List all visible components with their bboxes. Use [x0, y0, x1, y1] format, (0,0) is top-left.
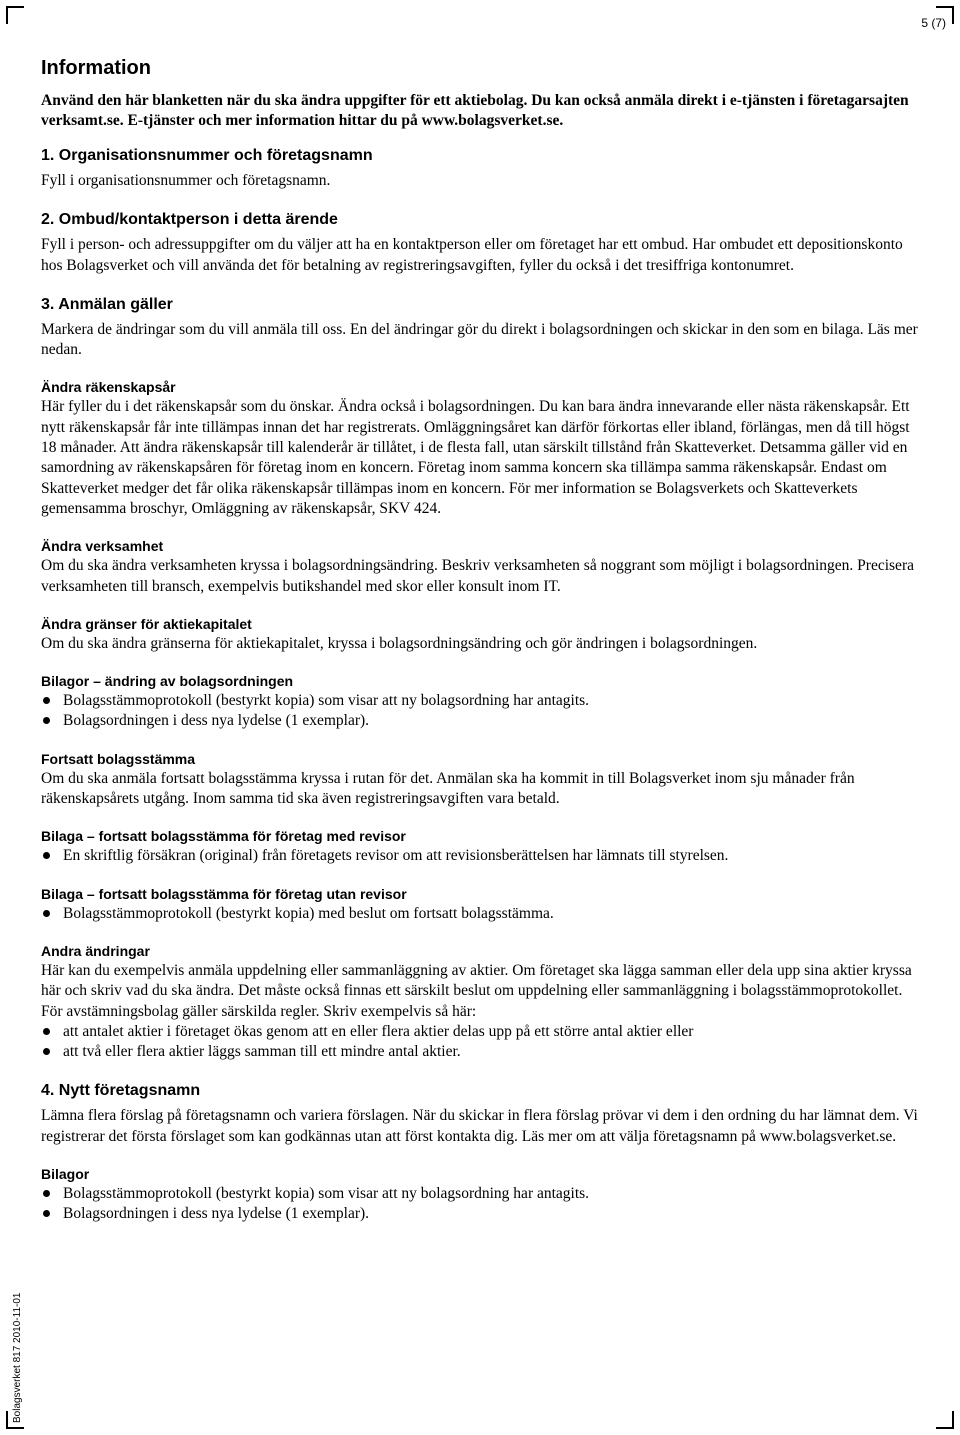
- bullet-list: [41, 846, 921, 866]
- bullet-list: [41, 1022, 921, 1063]
- subsection-verksamhet: [41, 537, 921, 597]
- section-text: Fyll i organisationsnummer och företagsnamn.: [41, 172, 331, 189]
- section-text: Markera de ändringar som du vill anmäla till oss. En del ändringar gör du direkt i bolagsordningen och skickar in den som en bilaga. Läs mer nedan.: [41, 320, 918, 359]
- page-number: 5 (7): [921, 16, 946, 30]
- section-heading: 4. Nytt företagsnamn: [41, 1082, 201, 1100]
- intro-text: Använd den här blanketten när du ska ändra uppgifter för ett aktiebolag. Du kan också anmäla direkt i e-tjänsten i företagarsajten verksamt.se. E-tjänster och mer information hittar du på www.bolagsverket.se.: [41, 92, 909, 129]
- subsection-granser-aktiekapital: [41, 615, 921, 654]
- subsection-bilagor: [41, 1165, 921, 1225]
- list-item: att antalet aktier i företaget ökas genom att en eller flera aktier delas upp på ett större antal aktier eller: [41, 1022, 921, 1042]
- subsection-heading: Fortsatt bolagsstämma: [41, 750, 196, 767]
- subsection-bilagor-bolagsordning: [41, 672, 921, 732]
- subsection-heading: Bilaga – fortsatt bolagsstämma för företag med revisor: [41, 828, 406, 845]
- section-text: Fyll i person- och adressuppgifter om du väljer att ha en kontaktperson eller om företaget har ett ombud. Har ombudet ett depositionskonto hos Bolagsverket och vill använda det för betalning av registreringsavgiften, fyller du också i det tresiffriga kontonumret.: [41, 236, 903, 274]
- list-item: Bolagsstämmoprotokoll (bestyrkt kopia) med beslut om fortsatt bolagsstämma.: [41, 904, 921, 924]
- subsection-text: Om du ska ändra verksamheten kryssa i bolagsordningsändring. Beskriv verksamheten så noggrant som möjligt i bolagsordningen. Precisera verksamheten till bransch, exempelvis butikshandel med skor eller konsult inom IT.: [41, 557, 914, 595]
- bullet-list: [41, 691, 921, 732]
- subsection-text: Här kan du exempelvis anmäla uppdelning eller sammanläggning av aktier. Om företaget ska lägga samman eller dela upp sina aktier kryssa här och skriv vad du ska ändra. Det måste också finnas ett särskilt beslut om uppdelning eller sammanläggning i bolagsstämmoprotokollet. För avstämningsbolag gäller särskilda regler. Skriv exempelvis så här:: [41, 961, 912, 1020]
- subsection-heading: Bilaga – fortsatt bolagsstämma för företag utan revisor: [41, 885, 407, 902]
- section-heading: 3. Anmälan gäller: [41, 295, 173, 313]
- list-item: En skriftlig försäkran (original) från företagets revisor om att revisionsberättelsen har lämnats till styrelsen.: [41, 846, 921, 866]
- subsection-heading: Ändra räkenskapsår: [41, 379, 176, 396]
- subsection-fortsatt-bolagsstamma: [41, 750, 921, 810]
- section-ombud: [41, 209, 921, 276]
- subsection-bilaga-med-revisor: [41, 827, 921, 866]
- subsection-heading: Bilagor – ändring av bolagsordningen: [41, 673, 294, 690]
- subsection-bilaga-utan-revisor: [41, 885, 921, 924]
- bullet-list: [41, 1184, 921, 1225]
- section-text: Lämna flera förslag på företagsnamn och variera förslagen. När du skickar in flera förslag prövar vi dem i den ordning du har lämnat dem. Vi registrerar det första förslaget som kan godkännas utan att först kontakta dig. Läs mer om att välja företagsnamn på www.bolagsverket.se.: [41, 1107, 918, 1145]
- subsection-andra-andringar: [41, 942, 921, 1062]
- list-item: att två eller flera aktier läggs samman till ett mindre antal aktier.: [41, 1042, 921, 1062]
- subsection-heading: Andra ändringar: [41, 942, 150, 959]
- section-heading: 1. Organisationsnummer och företagsnamn: [41, 147, 373, 164]
- form-reference: Bolagsverket 817 2010-11-01: [12, 1292, 23, 1423]
- bullet-list: [41, 904, 921, 924]
- subsection-heading: Bilagor: [41, 1166, 90, 1183]
- section-heading: 2. Ombud/kontaktperson i detta ärende: [41, 211, 338, 229]
- document-body: [41, 55, 921, 1243]
- section-anmalan-galler: [41, 294, 921, 361]
- crop-mark-top-left: [6, 6, 24, 24]
- list-item: Bolagsordningen i dess nya lydelse (1 exemplar).: [41, 711, 921, 731]
- subsection-heading: Ändra gränser för aktiekapitalet: [41, 615, 252, 632]
- page-title: Information: [41, 57, 151, 79]
- subsection-rakenskapsar: [41, 378, 921, 519]
- section-nytt-foretagsnamn: [41, 1080, 921, 1147]
- subsection-text: Om du ska ändra gränserna för aktiekapitalet, kryssa i bolagsordningsändring och gör ändringen i bolagsordningen.: [41, 634, 758, 652]
- crop-mark-bottom-right: [936, 1411, 954, 1429]
- list-item: Bolagsordningen i dess nya lydelse (1 exemplar).: [41, 1204, 921, 1224]
- list-item: Bolagsstämmoprotokoll (bestyrkt kopia) som visar att ny bolagsordning har antagits.: [41, 1184, 921, 1204]
- subsection-text: Här fyller du i det räkenskapsår som du önskar. Ändra också i bolagsordningen. Du kan bara ändra innevarande eller nästa räkenskapsår. Ett nytt räkenskapsår får inte tillämpas innan det har registrerats. Omläggningsåret kan därför förkortas eller ibland, förlängas, men då till högst 18 månader. Att ändra räkenskapsår till kalenderår är tillåtet, i de flesta fall, utan särskilt tillstånd från Skatteverket. Detsamma gäller vid en samordning av räkenskapsåren för företag inom en koncern. Företag inom samma koncern ska tillämpa samma räkenskapsår. Endast om Skatteverket medger det får olika räkenskapsår tillämpas inom en koncern. För mer information se Bolagsverkets och Skatteverkets gemensamma broschyr, Omläggning av räkenskapsår, SKV 424.: [41, 398, 910, 517]
- subsection-text: Om du ska anmäla fortsatt bolagsstämma kryssa i rutan för det. Anmälan ska ha kommit in till Bolagsverket inom sju månader från räkenskapsårets utgång. Inom samma tid ska även registreringsavgiften vara betald.: [41, 769, 855, 808]
- list-item: Bolagsstämmoprotokoll (bestyrkt kopia) som visar att ny bolagsordning har antagits.: [41, 691, 921, 711]
- subsection-heading: Ändra verksamhet: [41, 538, 164, 555]
- section-organisationsnummer: [41, 145, 921, 191]
